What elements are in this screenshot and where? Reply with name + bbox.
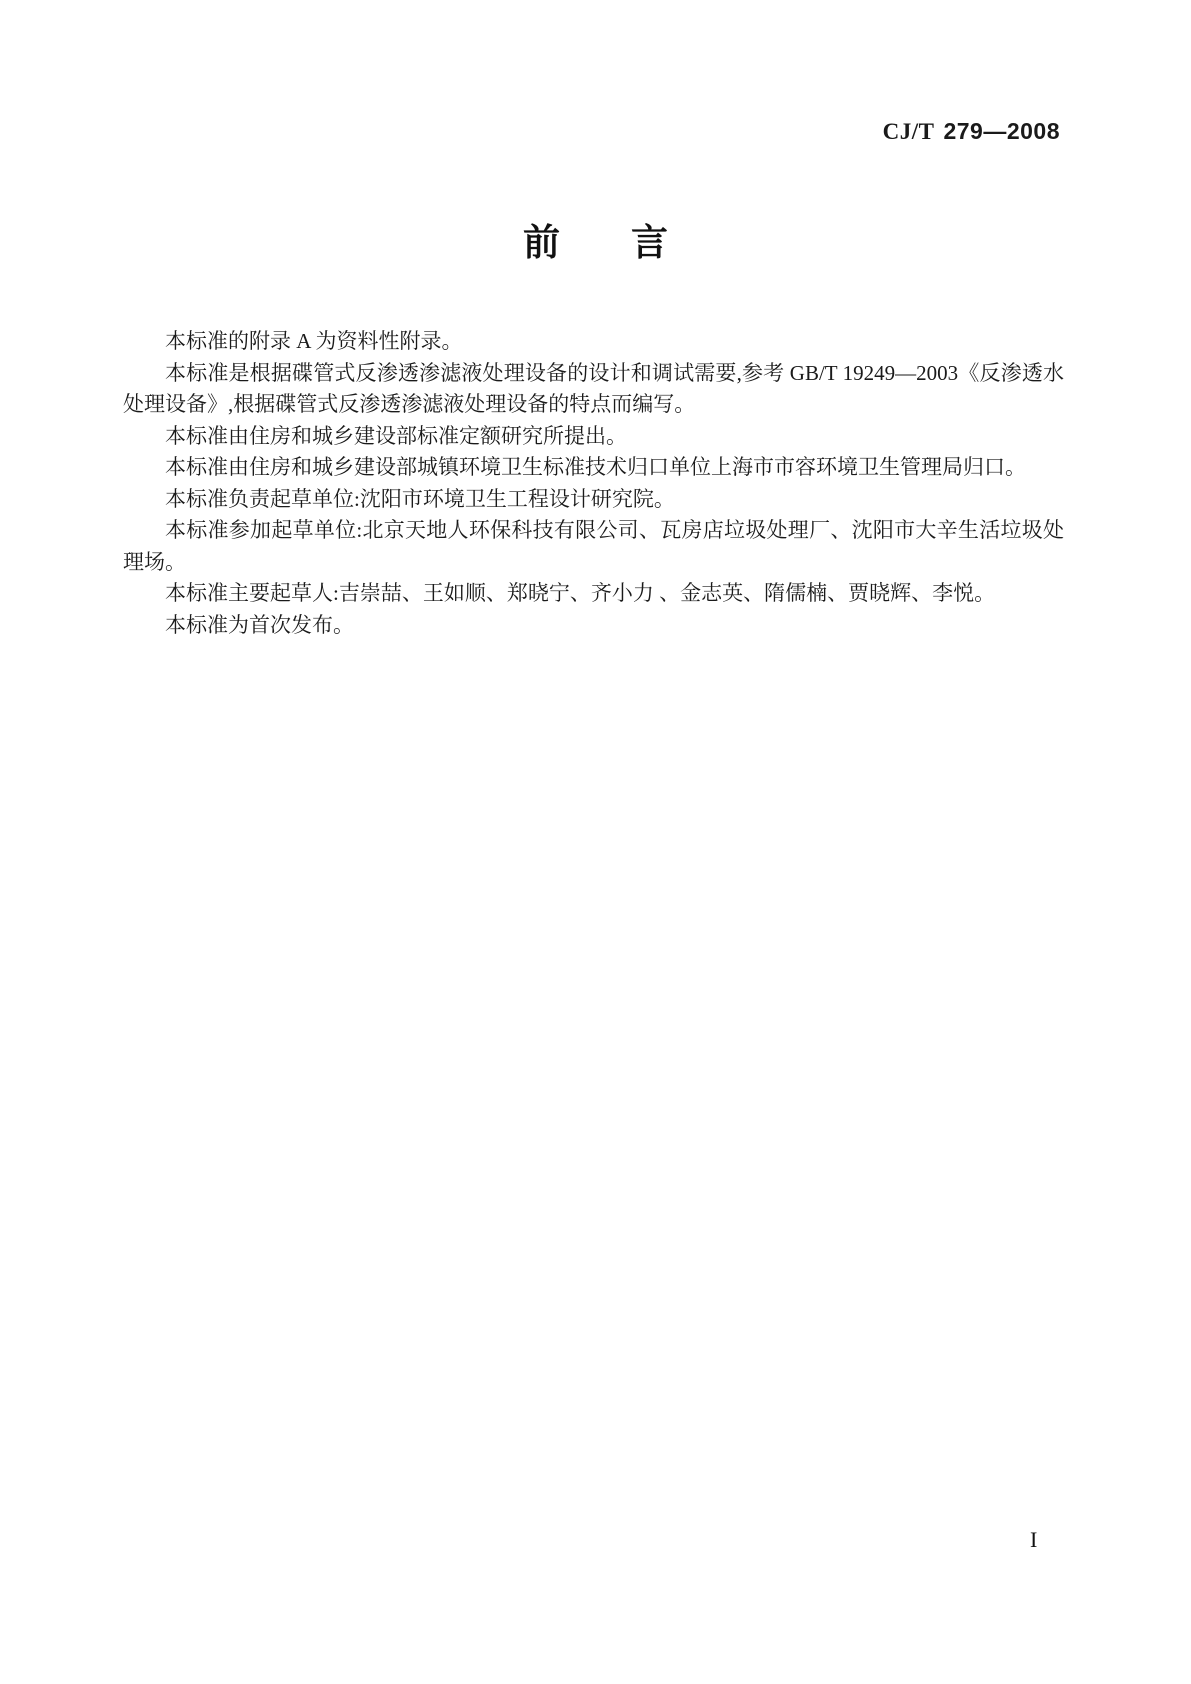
page-number: I [1030, 1527, 1038, 1552]
foreword-paragraph-appendix-note: 本标准的附录 A 为资料性附录。 [165, 329, 463, 353]
page-title [0, 224, 1191, 261]
foreword-paragraph-participating-orgs: 本标准参加起草单位:北京天地人环保科技有限公司、瓦房店垃圾处理厂、沈阳市大辛生活垃圾处理场。 [123, 518, 1064, 574]
foreword-paragraph-proposed-by: 本标准由住房和城乡建设部标准定额研究所提出。 [165, 423, 627, 448]
title-char-qian: 前 [523, 222, 560, 263]
foreword-paragraph-chief-drafting-org: 本标准负责起草单位:沈阳市环境卫生工程设计研究院。 [165, 486, 675, 511]
foreword-paragraph-first-issue: 本标准为首次发布。 [165, 612, 354, 637]
foreword-paragraph-drafters: 本标准主要起草人:吉崇喆、王如顺、郑晓宁、齐小力 、金志英、隋儒楠、贾晓辉、李悦。 [165, 581, 996, 605]
foreword-paragraph-centralized-by: 本标准由住房和城乡建设部城镇环境卫生标准技术归口单位上海市市容环境卫生管理局归口。 [165, 455, 1026, 479]
standard-number-header [883, 118, 1060, 145]
title-char-yan: 言 [631, 222, 668, 263]
standard-number: 279—2008 [943, 118, 1060, 144]
foreword-paragraph-basis: 本标准是根据碟管式反渗透渗滤液处理设备的设计和调试需要,参考 GB/T 19249—2003《反渗透水处理设备》,根据碟管式反渗透渗滤液处理设备的特点而编写。 [123, 360, 1064, 416]
standard-code: CJ/T [882, 119, 935, 144]
foreword-body [123, 326, 1064, 641]
